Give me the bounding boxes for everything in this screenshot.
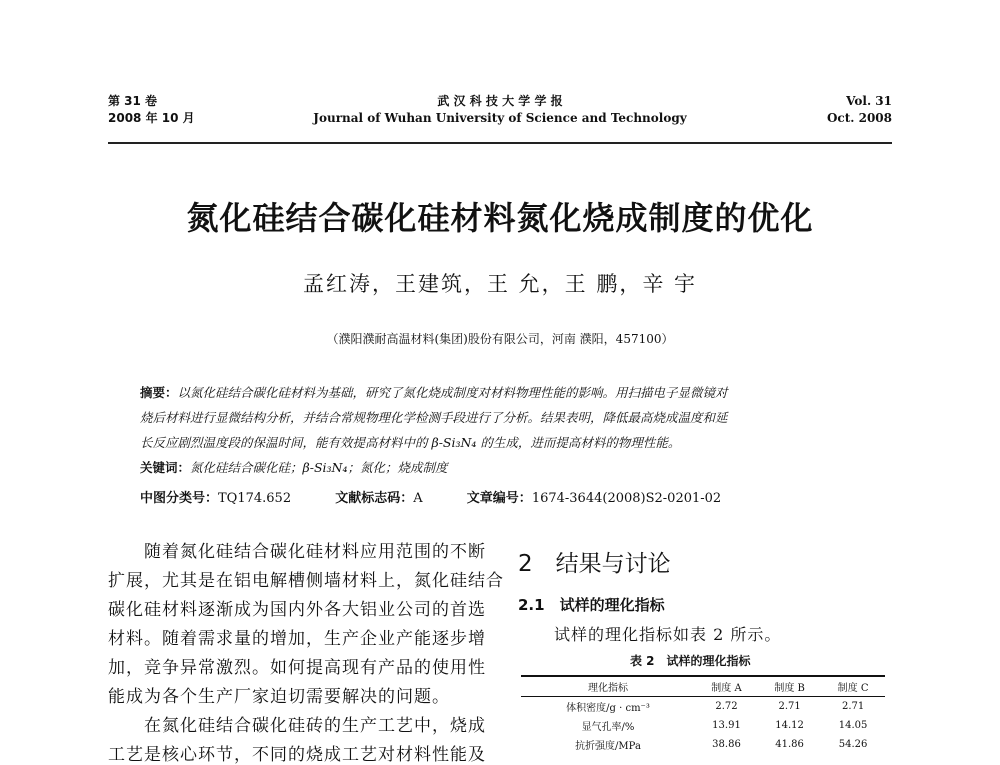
table-header-cell: 制度 C bbox=[837, 683, 869, 694]
abstract-line: 烧后材料进行显微结构分析，并结合常规物理化学检测手段进行了分析。结果表明，降低最高烧成温度和延 bbox=[140, 410, 728, 425]
date-cn: 2008 年 10 月 bbox=[108, 111, 195, 125]
journal-name-cn: 武 汉 科 技 大 学 学 报 bbox=[437, 94, 563, 108]
table-cell: 2.71 bbox=[778, 701, 801, 712]
table-cell: 54.26 bbox=[838, 739, 868, 750]
table-cell: 体积密度/g · cm⁻³ bbox=[566, 703, 650, 714]
keywords-line bbox=[140, 458, 448, 476]
table-cell: 显气孔率/% bbox=[581, 722, 635, 733]
clc-label: 中图分类号： bbox=[140, 491, 219, 506]
table-cell: 38.86 bbox=[712, 739, 741, 750]
table-header-cell: 制度 A bbox=[711, 683, 742, 694]
table-cell: 2.72 bbox=[715, 701, 738, 712]
table-header-cell: 制度 B bbox=[774, 683, 805, 694]
body-line: 碳化硅材料逐渐成为国内外各大铝业公司的首选 bbox=[108, 600, 486, 620]
doc-code-label: 文献标志码： bbox=[335, 491, 414, 506]
header-rule bbox=[108, 142, 892, 144]
body-line: 扩展，尤其是在铝电解槽侧墙材料上，氮化硅结合 bbox=[108, 571, 504, 591]
body-line: 能成为各个生产厂家迫切需要解决的问题。 bbox=[108, 687, 450, 707]
table-row bbox=[521, 697, 885, 717]
article-no-label: 文章编号： bbox=[466, 491, 532, 506]
section-heading: 2 结果与讨论 bbox=[518, 551, 671, 577]
table-row bbox=[521, 735, 885, 754]
keywords-text: 氮化硅结合碳化硅；β-Si₃N₄；氮化；烧成制度 bbox=[190, 460, 448, 475]
table-header-cell: 理化指标 bbox=[588, 683, 628, 694]
subsection-text: 试样的理化指标如表 2 所示。 bbox=[554, 625, 782, 644]
body-line: 在氮化硅结合碳化硅砖的生产工艺中，烧成 bbox=[108, 716, 486, 736]
journal-name-en: Journal of Wuhan University of Science and Technology bbox=[313, 111, 687, 125]
volume-cn: 第 31 卷 bbox=[108, 94, 158, 108]
table-cell: 14.12 bbox=[775, 720, 804, 731]
table-cell: 抗折强度/MPa bbox=[575, 741, 641, 752]
body-line: 材料。随着需求量的增加，生产企业产能逐步增 bbox=[108, 629, 486, 649]
body-line: 工艺是核心环节，不同的烧成工艺对材料性能及 bbox=[108, 745, 486, 765]
affiliation: （濮阳濮耐高温材料(集团)股份有限公司，河南 濮阳，457100） bbox=[326, 332, 674, 346]
keywords-label: 关键词： bbox=[140, 460, 191, 475]
abstract-line: 摘要：以氮化硅结合碳化硅材料为基础，研究了氮化烧成制度对材料物理性能的影响。用扫描电子显微镜对 bbox=[140, 385, 728, 400]
table-cell: 41.86 bbox=[775, 739, 804, 750]
abstract-label: 摘要： bbox=[140, 385, 178, 400]
table-cell: 14.05 bbox=[838, 720, 868, 731]
date-en: Oct. 2008 bbox=[826, 111, 892, 125]
volume-en: Vol. 31 bbox=[846, 94, 892, 108]
subsection-heading: 2.1 试样的理化指标 bbox=[518, 596, 665, 614]
table-cell: 2.71 bbox=[841, 701, 865, 712]
abstract-line: 长反应剧烈温度段的保温时间，能有效提高材料中的 β-Si₃N₄ 的生成，进而提高材料的物理性能。 bbox=[140, 435, 681, 450]
author-list: 孟红涛，王建筑，王 允，王 鹏，辛 宇 bbox=[302, 272, 698, 296]
properties-table bbox=[521, 675, 885, 754]
body-line: 加，竞争异常激烈。如何提高现有产品的使用性 bbox=[108, 658, 486, 678]
clc-value: TQ174.652 bbox=[218, 491, 292, 506]
table-row bbox=[521, 716, 885, 735]
article-no-value: 1674-3644(2008)S2-0201-02 bbox=[531, 491, 722, 506]
body-line: 随着氮化硅结合碳化硅材料应用范围的不断 bbox=[108, 542, 486, 562]
paper-title: 氮化硅结合碳化硅材料氮化烧成制度的优化 bbox=[186, 199, 814, 237]
table-header-row bbox=[521, 676, 885, 697]
table-caption: 表 2 试样的理化指标 bbox=[630, 654, 751, 668]
table-cell: 13.91 bbox=[712, 720, 741, 731]
doc-code-value: A bbox=[413, 491, 423, 506]
classification-line bbox=[140, 487, 721, 506]
